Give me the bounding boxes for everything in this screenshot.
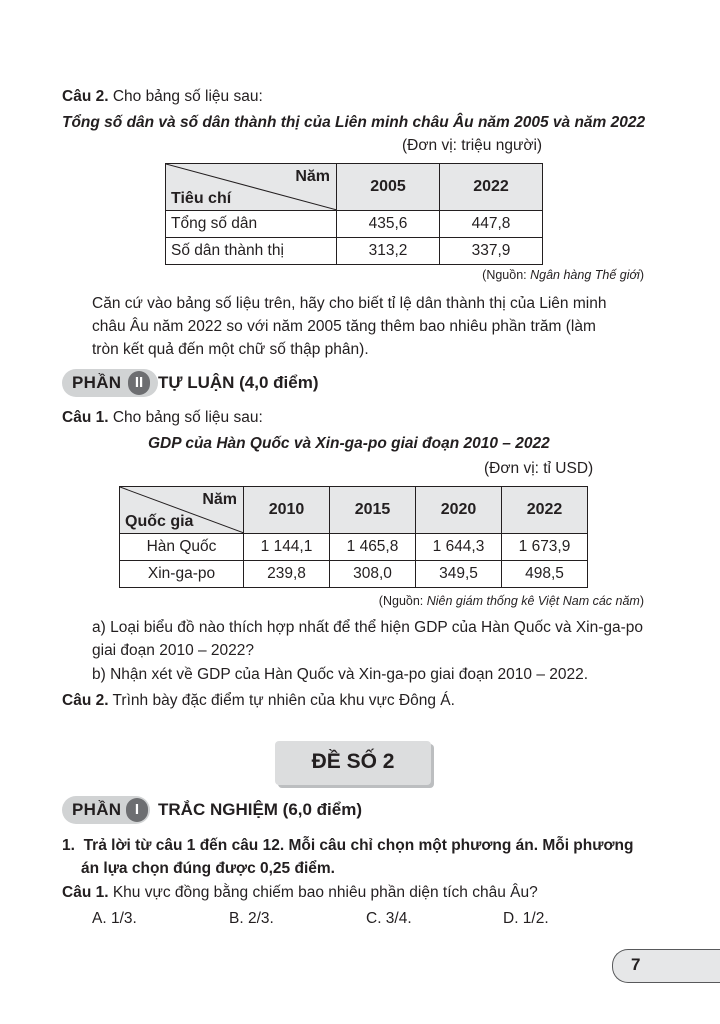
source-suffix: ) xyxy=(639,594,644,608)
table-cell: 1 465,8 xyxy=(330,534,416,561)
part-number: I xyxy=(126,798,148,822)
table-header-row xyxy=(120,487,588,534)
question-label: Câu 1. xyxy=(62,884,109,901)
year-header: 2022 xyxy=(440,164,543,211)
table-row xyxy=(120,561,588,588)
instruction-line: án lựa chọn đúng được 0,25 điểm. xyxy=(81,860,335,877)
table-2-title: GDP của Hàn Quốc và Xin-ga-po giai đoạn 2010 – 2022 xyxy=(148,435,550,452)
table-corner-cell xyxy=(120,487,244,534)
table-2-source xyxy=(379,594,644,608)
gdp-table xyxy=(119,486,588,588)
exam-2-title: ĐỀ SỐ 2 xyxy=(311,750,395,773)
option-c[interactable]: C. 3/4. xyxy=(366,910,412,927)
question-text: Cho bảng số liệu sau: xyxy=(108,409,263,426)
text-line: châu Âu năm 2022 so với năm 2005 tăng thêm bao nhiêu phần trăm (làm xyxy=(92,318,596,335)
instruction xyxy=(62,834,662,880)
source-suffix: ) xyxy=(639,268,644,282)
question-text: Cho bảng số liệu sau: xyxy=(108,88,263,105)
question-text: Khu vực đồng bằng chiếm bao nhiêu phần diện tích châu Âu? xyxy=(108,884,538,901)
mcq-1-heading xyxy=(62,882,538,904)
exam-2-title-box xyxy=(275,741,431,785)
year-header: 2005 xyxy=(337,164,440,211)
text-line: Căn cứ vào bảng số liệu trên, hãy cho biết tỉ lệ dân thành thị của Liên minh xyxy=(92,295,607,312)
year-header: 2022 xyxy=(502,487,588,534)
table-1-unit: (Đơn vị: triệu người) xyxy=(402,137,543,154)
corner-label-criteria: Tiêu chí xyxy=(171,190,232,207)
question-2-prev-body xyxy=(92,292,652,361)
question-2-heading xyxy=(62,690,455,712)
part-number: II xyxy=(128,371,150,395)
part-title: TRẮC NGHIỆM (6,0 điểm) xyxy=(158,800,363,819)
question-label: Câu 1. xyxy=(62,409,109,426)
option-d[interactable]: D. 1/2. xyxy=(503,910,549,927)
table-cell: 435,6 xyxy=(337,211,440,238)
part-word: PHẦN xyxy=(72,800,122,819)
source-name: Ngân hàng Thế giới xyxy=(530,268,640,282)
question-1-heading xyxy=(62,407,263,429)
row-label: Số dân thành thị xyxy=(166,238,337,265)
corner-label-year: Năm xyxy=(295,168,330,185)
table-cell: 1 673,9 xyxy=(502,534,588,561)
table-row xyxy=(120,534,588,561)
corner-label-year: Năm xyxy=(202,491,237,508)
table-cell: 337,9 xyxy=(440,238,543,265)
row-label: Tổng số dân xyxy=(166,211,337,238)
page-number-tab xyxy=(612,949,720,983)
row-label: Hàn Quốc xyxy=(120,534,244,561)
part-2-header xyxy=(62,369,462,399)
question-2-prev-heading xyxy=(62,86,263,108)
table-2-unit: (Đơn vị: tỉ USD) xyxy=(484,460,594,477)
question-label: Câu 2. xyxy=(62,692,109,709)
table-header-row xyxy=(166,164,543,211)
instruction-line xyxy=(62,834,662,857)
table-1-source xyxy=(482,268,644,282)
page-number: 7 xyxy=(631,955,641,974)
table-row xyxy=(166,238,543,265)
table-cell: 498,5 xyxy=(502,561,588,588)
year-header: 2015 xyxy=(330,487,416,534)
instruction-number: 1. xyxy=(62,837,75,854)
question-1-part-a xyxy=(92,616,662,662)
text-line: tròn kết quả đến một chữ số thập phân). xyxy=(92,341,369,358)
question-1-part-b: b) Nhận xét về GDP của Hàn Quốc và Xin-ga-po giai đoạn 2010 – 2022. xyxy=(92,666,589,683)
corner-label-country: Quốc gia xyxy=(125,513,194,530)
row-label: Xin-ga-po xyxy=(120,561,244,588)
table-cell: 313,2 xyxy=(337,238,440,265)
source-name: Niên giám thống kê Việt Nam các năm xyxy=(426,594,640,608)
text-line: a) Loại biểu đồ nào thích hợp nhất để thể hiện GDP của Hàn Quốc và Xin-ga-po xyxy=(92,619,644,636)
question-text: Trình bày đặc điểm tự nhiên của khu vực Đông Á. xyxy=(108,692,455,709)
table-cell: 239,8 xyxy=(244,561,330,588)
source-prefix: (Nguồn: xyxy=(378,594,427,608)
part-word: PHẦN xyxy=(72,373,122,392)
question-label: Câu 2. xyxy=(62,88,109,105)
table-cell: 308,0 xyxy=(330,561,416,588)
option-a[interactable]: A. 1/3. xyxy=(92,910,137,927)
table-corner-cell xyxy=(166,164,337,211)
part-1-header xyxy=(62,796,462,826)
table-cell: 349,5 xyxy=(416,561,502,588)
table-cell: 447,8 xyxy=(440,211,543,238)
text-line: giai đoạn 2010 – 2022? xyxy=(92,642,255,659)
option-b[interactable]: B. 2/3. xyxy=(229,910,274,927)
year-header: 2020 xyxy=(416,487,502,534)
table-cell: 1 144,1 xyxy=(244,534,330,561)
instruction-text: Trả lời từ câu 1 đến câu 12. Mỗi câu chỉ chọn một phương án. Mỗi phương xyxy=(83,837,634,854)
population-table xyxy=(165,163,543,265)
table-row xyxy=(166,211,543,238)
source-prefix: (Nguồn: xyxy=(482,268,531,282)
year-header: 2010 xyxy=(244,487,330,534)
table-1-title: Tổng số dân và số dân thành thị của Liên minh châu Âu năm 2005 và năm 2022 xyxy=(62,114,646,131)
table-cell: 1 644,3 xyxy=(416,534,502,561)
part-title: TỰ LUẬN (4,0 điểm) xyxy=(158,373,319,392)
